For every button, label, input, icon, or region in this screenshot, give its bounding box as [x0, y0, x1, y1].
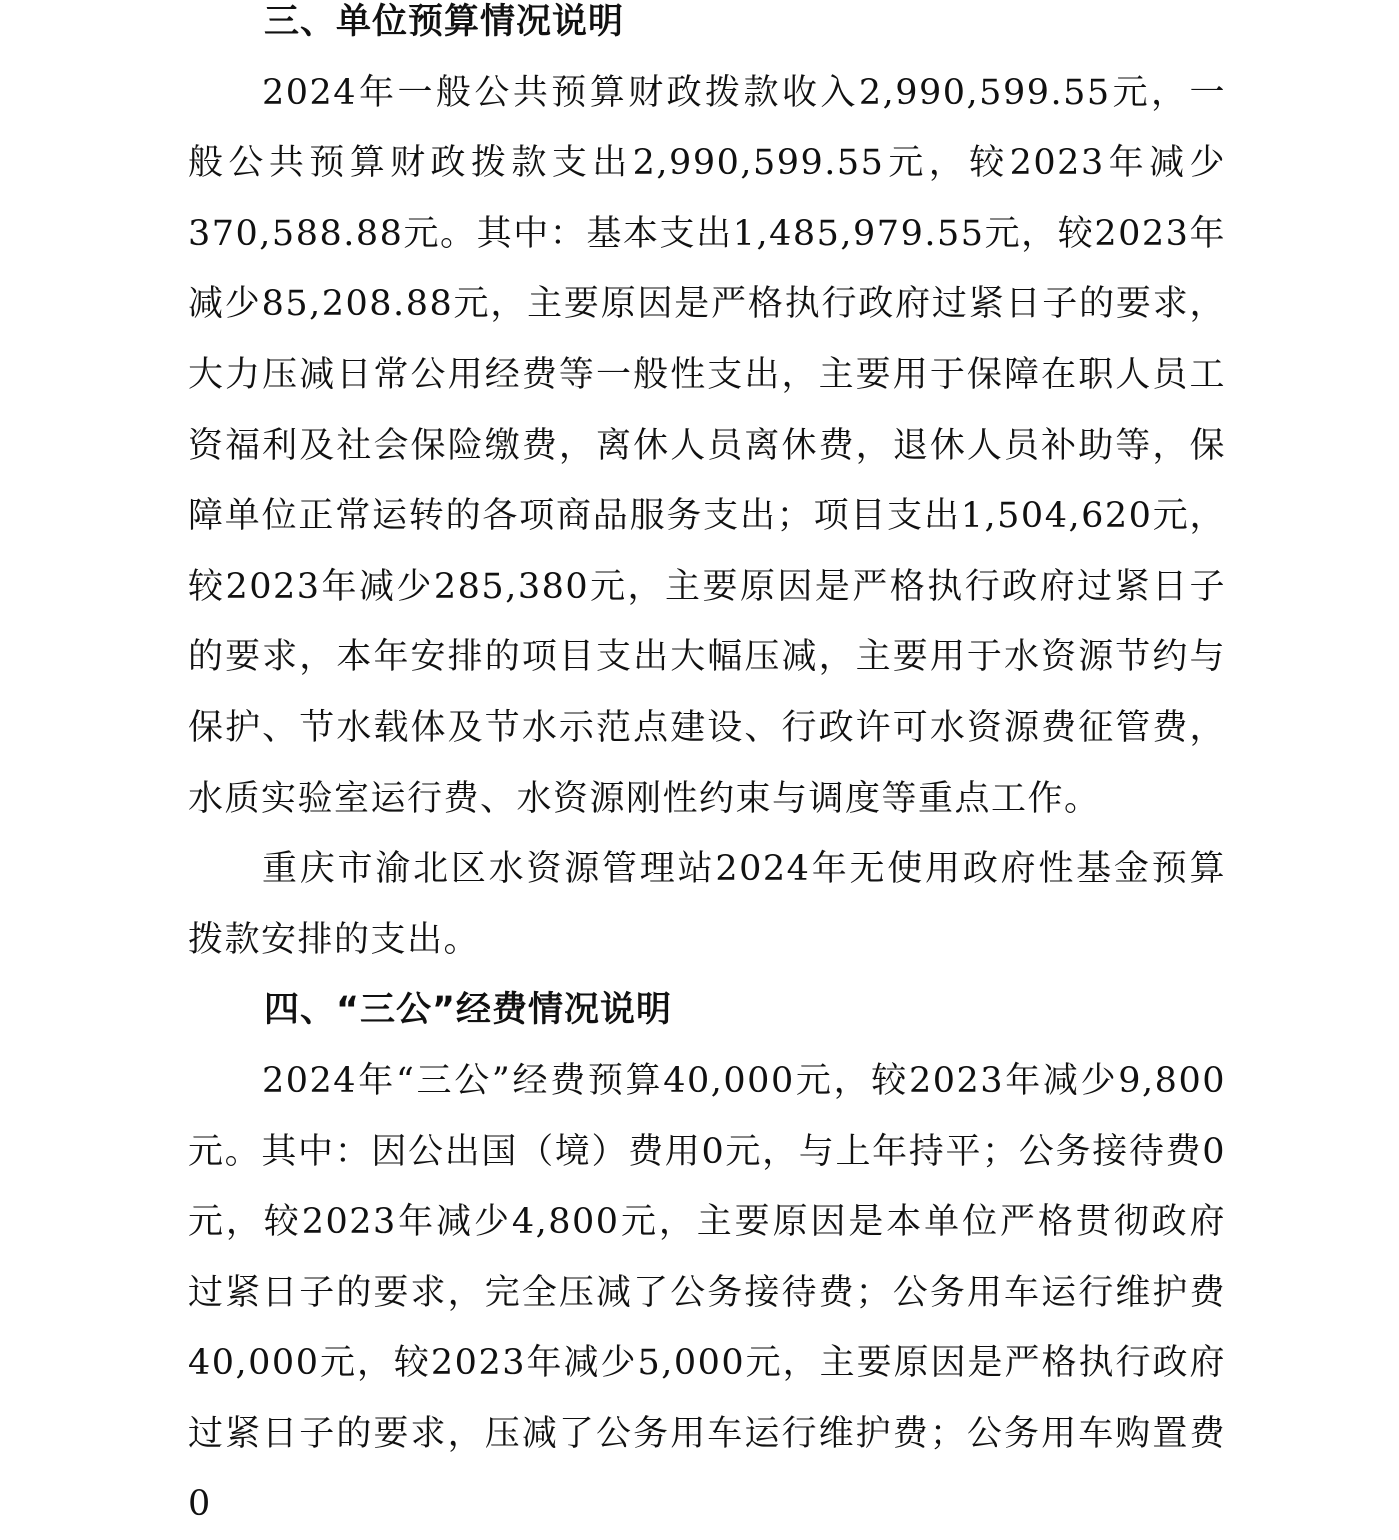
- section-heading-unit-budget: 三、单位预算情况说明: [264, 2, 625, 42]
- paragraph-three-public-expenses: 2024年“三公”经费预算40,000元，较2023年减少9,800元。其中：因公出国（境）费用0元，与上年持平；公务接待费0元，较2023年减少4,800元，主要原因是本单位严格贯彻政府过紧日子的要求，完全压减了公务接待费；公务用车运行维护费40,000元，较2023年减少5,000元，主要原因是严格执行政府过紧日子的要求，压减了公务用车运行维护费；公务用车购置费0: [188, 1060, 1226, 1525]
- document-page: [188, 0, 1226, 1540]
- section-heading-three-public-expenses: 四、“三公”经费情况说明: [264, 990, 673, 1031]
- paragraph-government-fund: 重庆市渝北区水资源管理站2024年无使用政府性基金预算拨款安排的支出。: [188, 849, 1226, 960]
- paragraph-general-budget: 2024年一般公共预算财政拨款收入2,990,599.55元，一般公共预算财政拨款支出2,990,599.55元，较2023年减少370,588.88元。其中：基本支出1,485,979.55元，较2023年减少85,208.88元，主要原因是严格执行政府过紧日子的要求，大力压减日常公用经费等一般性支出，主要用于保障在职人员工资福利及社会保险缴费，离休人员离休费，退休人员补助等，保障单位正常运转的各项商品服务支出；项目支出1,504,620元，较2023年减少285,380元，主要原因是严格执行政府过紧日子的要求，本年安排的项目支出大幅压减，主要用于水资源节约与保护、节水载体及节水示范点建设、行政许可水资源费征管费，水质实验室运行费、水资源刚性约束与调度等重点工作。: [188, 72, 1226, 819]
